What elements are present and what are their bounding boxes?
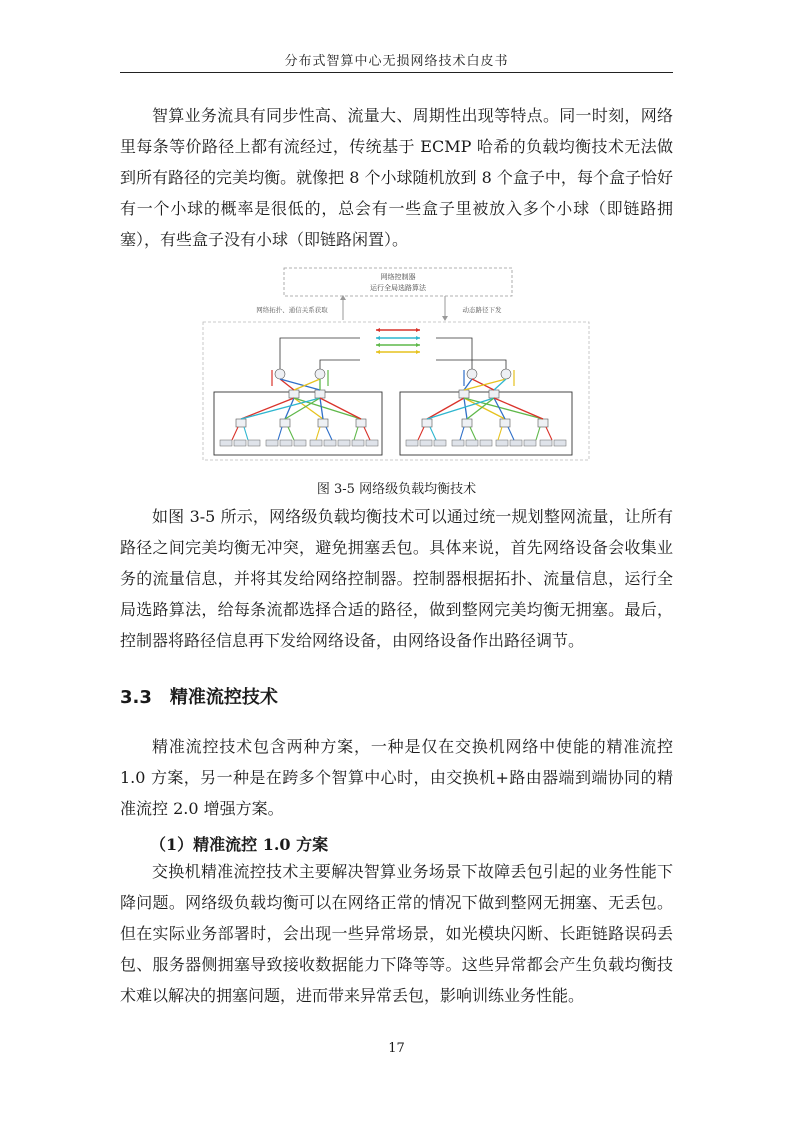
section-number: 3.3: [120, 687, 152, 708]
leaf-switch-icon: [489, 390, 499, 398]
tor-switch-icon: [422, 419, 432, 427]
paragraph-4: 交换机精准流控技术主要解决智算业务场景下故障丢包引起的业务性能下降问题。网络级负载均衡可以在网络正常的情况下做到整网无拥塞、无丢包。但在实际业务部署时，会出现一些异常场景，如光模块闪断、长距链路误码丢包、服务器侧拥塞导致接收数据能力下降等等。这些异常都会产生负载均衡技术难以解决的拥塞问题，进而带来异常丢包，影响训练业务性能。: [120, 862, 673, 1005]
tor-switch-icon: [538, 419, 548, 427]
section-title: 精准流控技术: [169, 687, 278, 708]
header-rule: [120, 72, 673, 73]
spine-switch-icon: [501, 369, 511, 379]
tor-switch-icon: [500, 419, 510, 427]
section-heading: [120, 683, 278, 709]
spine-switch-icon: [467, 369, 477, 379]
tor-switch-icon: [356, 419, 366, 427]
page-number: 17: [388, 1041, 405, 1056]
tor-switch-icon: [280, 419, 290, 427]
tor-switch-icon: [462, 419, 472, 427]
leaf-switch-icon: [315, 390, 325, 398]
legend-flows: [376, 328, 420, 354]
paragraph-2: 如图 3-5 所示，网络级负载均衡技术可以通过统一规划整网流量，让所有路径之间完美均衡无冲突，避免拥塞丢包。具体来说，首先网络设备会收集业务的流量信息，并将其发给网络控制器。控制器根据拓扑、流量信息，运行全局选路算法，给每条流都选择合适的路径，做到整网完美均衡无拥塞。最后，控制器将路径信息再下发给网络设备，由网络设备作出路径调节。: [120, 507, 673, 650]
tor-switch-icon: [236, 419, 246, 427]
arrow-label-left: 网络拓扑、通信关系获取: [256, 306, 328, 314]
network-load-balancing-figure: [200, 262, 592, 464]
arrow-label-right: 动态路径下发: [462, 306, 502, 314]
running-header: 分布式智算中心无损网络技术白皮书: [284, 54, 509, 69]
tor-switch-icon: [318, 419, 328, 427]
spine-switch-icon: [315, 369, 325, 379]
network-area: [203, 322, 589, 460]
figure-caption: 图 3-5 网络级负载均衡技术: [316, 482, 477, 497]
spine-switch-icon: [275, 369, 285, 379]
controller-label-2: 运行全局选路算法: [370, 284, 426, 292]
paragraph-3: 精准流控技术包含两种方案，一种是仅在交换机网络中使能的精准流控 1.0 方案，另一种是在跨多个智算中心时，由交换机+路由器端到端协同的精准流控 2.0 增强方案。: [120, 737, 673, 818]
leaf-switch-icon: [289, 390, 299, 398]
controller-label-1: 网络控制器: [380, 273, 416, 281]
paragraph-1: 智算业务流具有同步性高、流量大、周期性出现等特点。同一时刻，网络里每条等价路径上都有流经过，传统基于 ECMP 哈希的负载均衡技术无法做到所有路径的完美均衡。就像把 8 个小球随机放到 8 个盒子中，每个盒子恰好有一个小球的概率是很低的，总会有一些盒子里被放入多个小球（即链路拥塞），有些盒子没有小球（即链路闲置）。: [120, 106, 673, 249]
server-row-left: [220, 440, 378, 446]
subheading: （1）精准流控 1.0 方案: [150, 835, 329, 854]
server-row-right: [406, 440, 566, 446]
leaf-switch-icon: [459, 390, 469, 398]
